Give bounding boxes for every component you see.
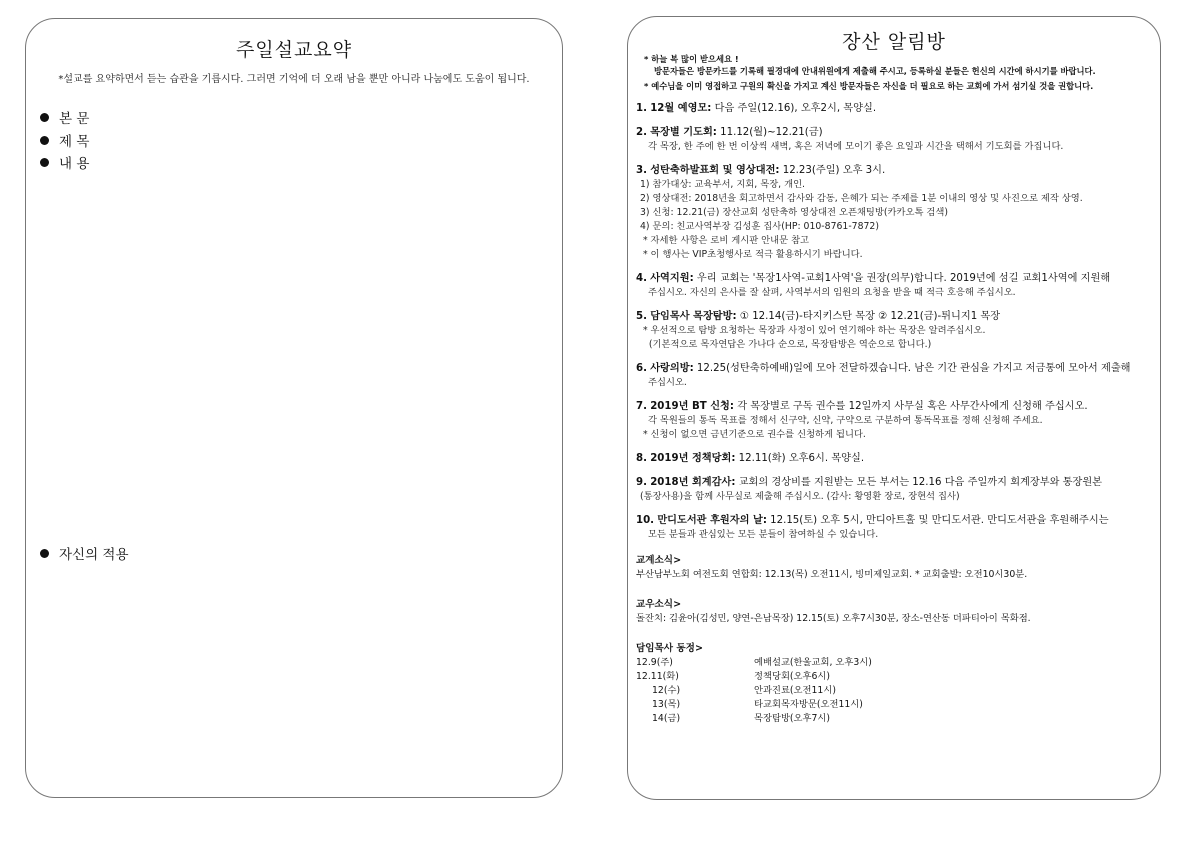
bullet-icon [40, 113, 49, 122]
announcement-heading: 목장별 기도회: [650, 127, 717, 138]
announcement-heading: 2018년 회계감사: [650, 477, 736, 488]
announcement-detail: * 우선적으로 탐방 요청하는 목장과 사정이 있어 연기해야 하는 목장은 알려주십시오. [640, 325, 986, 336]
bullet-icon [40, 549, 49, 558]
announcement-number: 9. [636, 477, 647, 488]
announcements-panel [627, 16, 1161, 800]
announcement-head [636, 476, 1152, 490]
pastor-schedule [636, 642, 1152, 726]
announcement-number: 10. [636, 515, 655, 526]
schedule-event: 정책당회(오후6시) [754, 671, 831, 682]
section-content [40, 152, 89, 172]
announcement-number: 5. [636, 311, 647, 322]
welcome-notice [636, 53, 1152, 92]
announcement-text: 12.11(화) 오후6시. 목양실. [735, 453, 865, 464]
announcement-detail: * 자세한 사항은 로비 게시판 안내문 참고 [640, 235, 810, 246]
announcement-detail: 주십시오. 자신의 은사를 잘 살펴, 사역부서의 임원의 요청을 받을 때 적극 호응해 주십시오. [648, 287, 1016, 298]
announcement-detail: * 이 행사는 VIP초청행사로 적극 활용하시기 바랍니다. [640, 249, 863, 260]
sermon-summary-title: 주일설교요약 [235, 39, 353, 61]
announcement-item [636, 164, 1152, 262]
announcement-head [636, 310, 1152, 324]
section-subject [40, 130, 89, 150]
section-label: 제 목 [59, 134, 90, 150]
announcement-item [636, 310, 1152, 352]
announcement-text: 우리 교회는 '목장1사역-교회1사역'을 권장(의무)합니다. 2019년에 섬길 교회1사역에 지원해 [693, 273, 1111, 284]
announcement-heading: 2019년 정책당회: [650, 453, 736, 464]
schedule-event: 안과진료(오전11시) [754, 685, 836, 696]
announcement-heading: 12월 예영모: [650, 103, 712, 114]
news-group-church [636, 554, 1152, 582]
schedule-date: 14(금) [652, 713, 681, 724]
schedule-table [636, 656, 1152, 726]
announcement-head [636, 362, 1152, 376]
announcement-text: 11.12(월)~12.21(금) [716, 127, 823, 138]
section-scripture [40, 107, 89, 127]
announcement-detail: 4) 문의: 친교사역부장 김성훈 집사(HP: 010-8761-7872) [640, 221, 879, 232]
announcement-item [636, 272, 1152, 300]
announcement-text: 교회의 경상비를 지원받는 모든 부서는 12.16 다음 주일까지 회계장부와 통장원본 [735, 477, 1103, 488]
section-label: 본 문 [59, 111, 90, 127]
section-label: 내 용 [59, 156, 90, 172]
group-title: 담임목사 동정> [636, 643, 703, 654]
schedule-event: 예배설교(한울교회, 오후3시) [754, 657, 872, 668]
announcement-text: 12.23(주일) 오후 3시. [779, 165, 886, 176]
bullet-icon [40, 158, 49, 167]
announcement-detail: (통장사용)을 함께 사무실로 제출해 주십시오. (감사: 황영환 장로, 장현석 집사) [640, 491, 960, 502]
announcement-head [636, 102, 1152, 116]
announcement-text: 12.25(성탄축하예배)일에 모아 전달하겠습니다. 남은 기간 관심을 가지고 저금통에 모아서 제출해 [693, 363, 1131, 374]
group-text: 돌잔치: 김윤아(김성민, 양연-은남목장) 12.15(토) 오후7시30분, 장소-연산동 더파티아이 목화점. [636, 613, 1031, 624]
schedule-date: 13(목) [652, 699, 681, 710]
announcement-item [636, 514, 1152, 542]
announcement-item [636, 362, 1152, 390]
announcement-heading: 담임목사 목장탐방: [650, 311, 737, 322]
announcement-number: 1. [636, 103, 647, 114]
announcements-body [636, 53, 1152, 726]
announcement-detail: 각 목원들의 통독 목표를 정해서 신구약, 신약, 구약으로 구분하여 통독목표를 정해 신청해 주세요. [648, 415, 1043, 426]
announcement-text: ① 12.14(금)-타지키스탄 목장 ② 12.21(금)-튀니지1 목장 [736, 311, 1001, 322]
group-text: 부산남부노회 여전도회 연합회: 12.13(목) 오전11시, 빙미제일교회. * 교회출발: 오전10시30분. [636, 569, 1028, 580]
announcement-detail: * 신청이 없으면 금년기준으로 권수를 신청하게 됩니다. [640, 429, 866, 440]
news-group-members [636, 598, 1152, 626]
announcement-number: 7. [636, 401, 647, 412]
announcement-detail: 1) 참가대상: 교육부서, 지회, 목장, 개인. [640, 179, 806, 190]
schedule-date: 12.11(화) [636, 671, 679, 682]
announcement-list [636, 102, 1152, 542]
announcement-item [636, 126, 1152, 154]
announcement-item [636, 400, 1152, 442]
announcement-heading: 만디도서관 후원자의 날: [657, 515, 767, 526]
notice-line: * 예수님을 이미 영접하고 구원의 확신을 가지고 계신 방문자들은 자신을 더 필요로 하는 교회에 가서 섬기실 것을 권합니다. [644, 81, 1094, 91]
announcement-item [636, 476, 1152, 504]
announcement-text: 다음 주일(12.16), 오후2시, 목양실. [711, 103, 877, 114]
announcement-detail: (기본적으로 목자연답은 가나다 순으로, 목장탐방은 역순으로 합니다.) [640, 339, 932, 350]
announcement-detail: 모든 분들과 관심있는 모든 분들이 참여하실 수 있습니다. [648, 529, 879, 540]
announcement-heading: 사역지원: [650, 273, 694, 284]
announcements-title: 장산 알림방 [842, 31, 946, 53]
announcement-number: 6. [636, 363, 647, 374]
announcement-head [636, 126, 1152, 140]
announcement-item [636, 102, 1152, 116]
announcement-number: 2. [636, 127, 647, 138]
schedule-date: 12(수) [652, 685, 681, 696]
announcement-head [636, 400, 1152, 414]
sermon-summary-note: *설교를 요약하면서 듣는 습관을 기릅시다. 그러면 기억에 더 오래 남을 뿐만 아니라 나눔에도 도움이 됩니다. [58, 74, 530, 85]
schedule-date: 12.9(주) [636, 657, 673, 668]
announcement-detail: 주십시오. [648, 377, 687, 388]
announcement-head [636, 514, 1152, 528]
sermon-summary-panel [25, 18, 563, 798]
announcement-text: 12.15(토) 오후 5시, 만디아트홀 및 만디도서관. 만디도서관을 후원해주시는 [766, 515, 1109, 526]
announcement-head [636, 452, 1152, 466]
announcement-number: 4. [636, 273, 647, 284]
group-title: 교계소식> [636, 555, 682, 566]
announcement-detail: 2) 영상대전: 2018년을 회고하면서 감사와 감동, 은혜가 되는 주제를 1분 이내의 영상 및 사진으로 제작 상영. [640, 193, 1083, 204]
announcement-number: 3. [636, 165, 647, 176]
announcement-heading: 2019년 BT 신청: [650, 401, 734, 412]
announcement-text: 각 목장별로 구독 권수를 12일까지 사무실 혹은 사무간사에게 신청해 주십시오. [733, 401, 1088, 412]
announcement-detail: 각 목장, 한 주에 한 번 이상씩 새벽, 혹은 저녁에 모이기 좋은 요일과 시간을 택해서 기도회를 가집니다. [648, 141, 1064, 152]
group-title: 교우소식> [636, 599, 682, 610]
announcement-number: 8. [636, 453, 647, 464]
announcement-item [636, 452, 1152, 466]
announcement-heading: 사랑의방: [650, 363, 694, 374]
announcement-head [636, 164, 1152, 178]
bullet-icon [40, 136, 49, 145]
announcement-heading: 성탄축하발표회 및 영상대전: [650, 165, 780, 176]
announcement-head [636, 272, 1152, 286]
schedule-event: 타교회목자방문(오전11시) [754, 699, 863, 710]
schedule-event: 목장탐방(오후7시) [754, 713, 831, 724]
section-label: 자신의 적용 [59, 547, 129, 563]
notice-line: 방문자들은 방문카드를 기록해 필경대에 안내위원에게 제출해 주시고, 등록하실 분들은 헌신의 시간에 하시기를 바랍니다. [654, 66, 1096, 76]
announcement-detail: 3) 신청: 12.21(금) 장산교회 성탄축하 영상대전 오픈채팅방(카카오톡 검색) [640, 207, 948, 218]
section-application [40, 543, 129, 563]
notice-line: * 하늘 복 많이 받으세요 ! [644, 54, 739, 64]
